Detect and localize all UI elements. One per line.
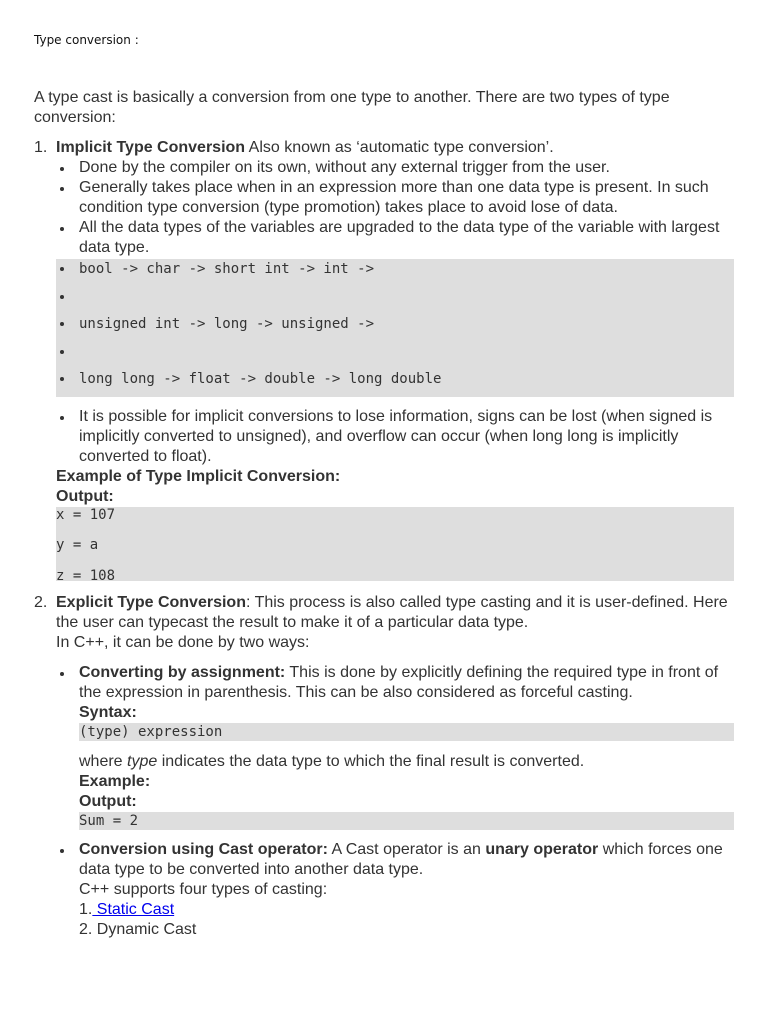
code-line: x = 107	[56, 506, 116, 523]
sum-output-code: Sum = 2	[79, 812, 734, 830]
article-body	[34, 88, 734, 940]
list-item	[56, 663, 734, 830]
output-label: Output:	[56, 487, 114, 505]
explicit-heading	[56, 593, 734, 633]
implicit-title-suffix: Also known as ‘automatic type conversion’.	[245, 139, 554, 156]
explicit-section	[34, 593, 734, 940]
explicit-title-suffix: : This process is also called type casting and it is user-defined. Here the user can typecast the result to make it of a particular data type.	[56, 593, 728, 631]
cast-operator-text: Conversion using Cast operator: A Cast operator is an unary operator which forces one data type to be converted into another data type.	[79, 840, 723, 878]
output-label: Output:	[79, 792, 137, 810]
assignment-text: Converting by assignment: This is done by explicitly defining the required type in front of the expression in parenthesis. This can be also considered as forceful casting.	[79, 663, 719, 701]
syntax-label: Syntax:	[79, 703, 137, 721]
bullet-text: It is possible for implicit conversions to lose information, signs can be lost (when signed is implicitly converted to unsigned), and overflow can occur (when long long is implicitly converted to float).	[79, 407, 713, 465]
where-text: where type indicates the data type to which the final result is converted.	[79, 752, 585, 770]
list-item	[56, 840, 734, 940]
bullet-text: All the data types of the variables are upgraded to the data type of the variable with largest data type.	[79, 219, 720, 256]
syntax-code: (type) expression	[79, 723, 734, 741]
list-number: 2.	[79, 920, 93, 938]
list-item	[56, 407, 734, 467]
page-header-title: Type conversion :	[34, 33, 139, 47]
list-item	[56, 158, 734, 178]
dynamic-cast-label: Dynamic Cast	[92, 920, 197, 938]
implicit-heading	[56, 138, 734, 158]
code-line: unsigned int -> long -> unsigned ->	[56, 314, 734, 342]
intro-paragraph: A type cast is basically a conversion from one type to another. There are two types of type conversion:	[34, 89, 670, 126]
cast-type-item	[79, 900, 734, 920]
explicit-title: Explicit Type Conversion	[56, 593, 246, 611]
bullet-text: Generally takes place when in an expression more than one data type is present. In such condition type conversion (type promotion) takes place to avoid lose of data.	[79, 179, 709, 216]
list-item	[56, 178, 734, 218]
example-label: Example of Type Implicit Conversion:	[56, 467, 341, 485]
list-number: 1.	[34, 139, 48, 156]
code-line: z = 108	[56, 567, 116, 584]
list-item	[56, 218, 734, 258]
list-number: 2.	[34, 593, 48, 611]
cast-supports: C++ supports four types of casting:	[79, 880, 328, 898]
list-number: 1.	[79, 900, 93, 918]
code-line	[56, 287, 734, 315]
type-hierarchy-code	[56, 259, 734, 397]
implicit-section	[34, 138, 734, 584]
explicit-ways: In C++, it can be done by two ways:	[56, 633, 310, 651]
code-line: long long -> float -> double -> long double	[56, 369, 734, 397]
cast-type-item	[79, 920, 734, 940]
code-line	[56, 342, 734, 370]
static-cast-link[interactable]: Static Cast	[92, 900, 175, 918]
bullet-text: Done by the compiler on its own, without any external trigger from the user.	[79, 159, 610, 176]
implicit-title: Implicit Type Conversion	[56, 139, 246, 156]
implicit-output-code	[56, 506, 734, 584]
code-line: bool -> char -> short int -> int ->	[56, 259, 734, 287]
code-line: y = a	[56, 537, 99, 553]
example-label: Example:	[79, 772, 151, 790]
